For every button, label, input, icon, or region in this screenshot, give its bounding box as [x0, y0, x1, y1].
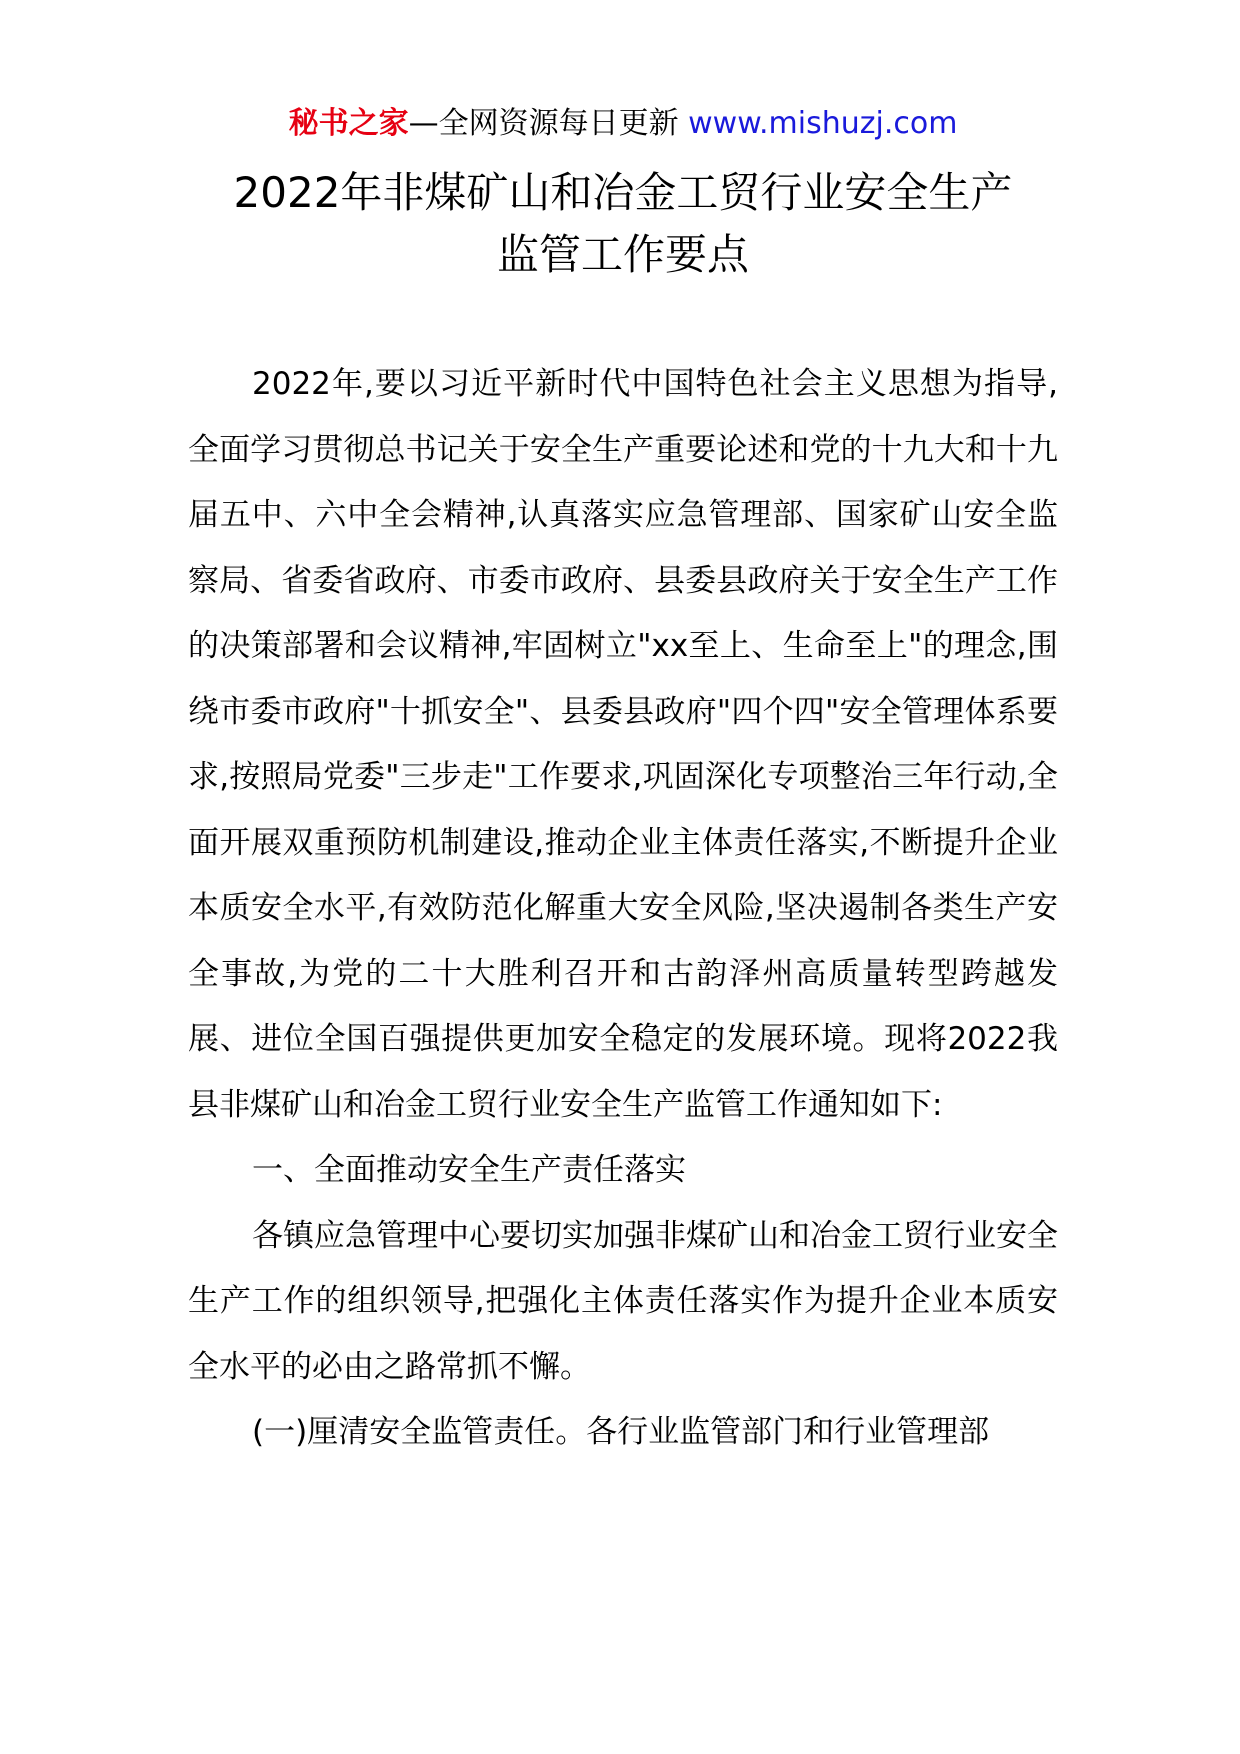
title-line-1: 2022年非煤矿山和冶金工贸行业安全生产	[233, 168, 1013, 217]
site-header	[188, 104, 1058, 144]
site-tagline: —全网资源每日更新	[408, 106, 679, 141]
site-brand: 秘书之家	[288, 106, 409, 141]
document-title	[188, 162, 1058, 286]
document-body	[188, 352, 1058, 1466]
section-heading-1: 一、全面推动安全生产责任落实	[252, 1152, 686, 1188]
site-url-link[interactable]: www.mishuzj.com	[688, 106, 958, 141]
paragraph-section-1: 各镇应急管理中心要切实加强非煤矿山和冶金工贸行业安全生产工作的组织领导,把强化主体责任落实作为提升企业本质安全水平的必由之路常抓不懈。	[188, 1217, 1058, 1385]
paragraph-intro: 2022年,要以习近平新时代中国特色社会主义思想为指导,全面学习贯彻总书记关于安全生产重要论述和党的十九大和十九届五中、六中全会精神,认真落实应急管理部、国家矿山安全监察局、省委省政府、市委市政府、县委县政府关于安全生产工作的决策部署和会议精神,牢固树立"xx至上、生命至上"的理念,围绕市委市政府"十抓安全"、县委县政府"四个四"安全管理体系要求,按照局党委"三步走"工作要求,巩固深化专项整治三年行动,全面开展双重预防机制建设,推动企业主体责任落实,不断提升企业本质安全水平,有效防范化解重大安全风险,坚决遏制各类生产安全事故,为党的二十大胜利召开和古韵泽州高质量转型跨越发展、进位全国百强提供更加安全稳定的发展环境。现将2022我县非煤矿山和冶金工贸行业安全生产监管工作通知如下:	[188, 366, 1058, 1123]
title-line-2: 监管工作要点	[496, 230, 749, 279]
paragraph-subsection-1: (一)厘清安全监管责任。各行业监管部门和行业管理部	[252, 1414, 990, 1450]
